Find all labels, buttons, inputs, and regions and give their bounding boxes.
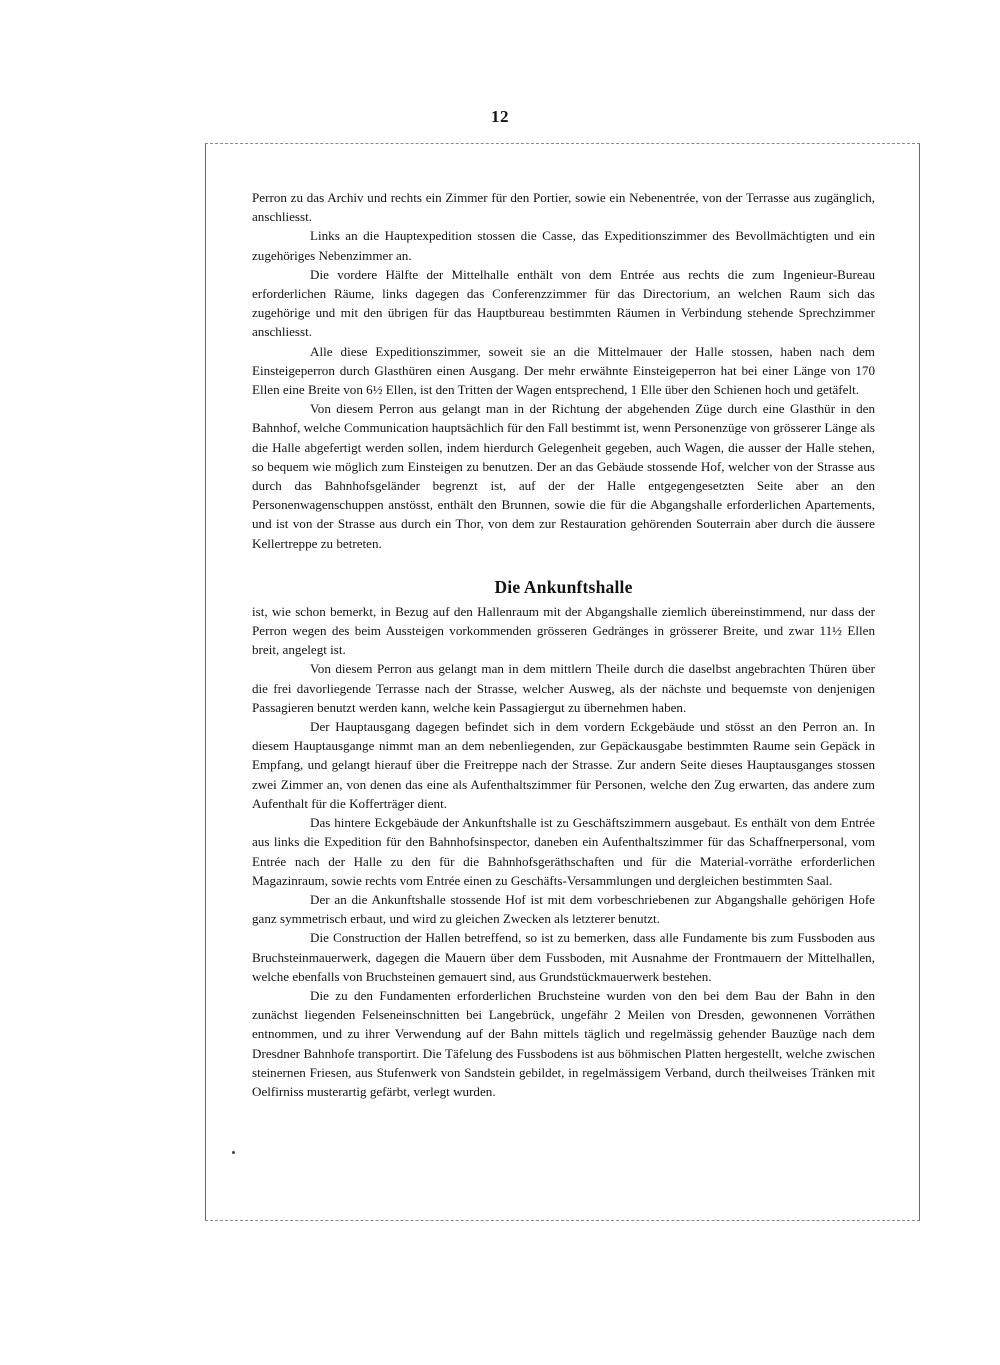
paragraph: Von diesem Perron aus gelangt man in der Richtung der abgehenden Züge durch eine Glasthür in den Bahnhof, welche Communication hauptsächlich für den Fall bestimmt ist, wenn Personenzüge von grösserer Länge als die Halle abgefertigt werden sollen, indem hierdurch Gelegenheit gegeben, auch Wagen, die ausser der Halle stehen, so bequem wie möglich zum Einsteigen zu benutzen. Der an das Gebäude stossende Hof, welcher von der Strasse aus durch das Bahnhofsgeländer begrenzt ist, auf der der Halle entgegengesetzten Seite aber an den Personenwagenschuppen anstösst, enthält den Brunnen, sowie die für die Abgangshalle erforderlichen Apartements, und ist von der Strasse aus durch ein Thor, von dem zur Restauration gehörenden Souterrain aber durch die äussere Kellertreppe zu betreten. xyxy=(252,401,875,551)
paragraph: Alle diese Expeditionszimmer, soweit sie an die Mittelmauer der Halle stossen, haben nach dem Einsteigeperron durch Glasthüren einen Ausgang. Der mehr erwähnte Einsteigeperron hat bei einer Länge von 170 Ellen eine Breite von 6½ Ellen, ist den Tritten der Wagen entsprechend, 1 Elle über den Schienen hoch und getäfelt. xyxy=(252,343,875,398)
paragraph: Die Construction der Hallen betreffend, so ist zu bemerken, dass alle Fundamente bis zum Fussboden aus Bruchsteinmauerwerk, dagegen die Mauern über dem Fussboden, mit Ausnahme der Frontmauern der Mittelhallen, welche ebenfalls von Bruchsteinen gemauert sind, aus Grundstückmauerwerk bestehen. xyxy=(252,930,875,984)
paragraph: Der an die Ankunftshalle stossende Hof ist mit dem vorbeschriebenen zur Abgangshalle gehörigen Hofe ganz symmetrisch erbaut, und wird zu gleichen Zwecken als letzterer benutzt. xyxy=(252,891,875,927)
paragraph: ist, wie schon bemerkt, in Bezug auf den Hallenraum mit der Abgangshalle ziemlich übereinstimmend, nur dass der Perron wegen des beim Aussteigen vorkommenden grösseren Gedränges in grösserer Breite, und zwar 11½ Ellen breit, angelegt ist. xyxy=(252,603,875,658)
paragraph: Die zu den Fundamenten erforderlichen Bruchsteine wurden von den bei dem Bau der Bahn in den zunächst liegenden Felseneinschnitten bei Langebrück, ungefähr 2 Meilen von Dresden, gewonnenen Vorräthen entnommen, und zu ihrer Verwendung auf der Bahn mittels täglich und regelmässig gehender Bauzüge nach dem Dresdner Bahnhofe transportirt. Die Täfelung des Fussbodens ist aus böhmischen Platten hergestellt, welche zwischen steinernen Friesen, aus Stufenwerk von Sandstein gebildet, in regelmässigem Verband, durch theilweises Tränken mit Oelfirniss musterartig gefärbt, verlegt wurden. xyxy=(252,987,875,1099)
paragraph: Der Hauptausgang dagegen befindet sich in dem vordern Eckgebäude und stösst an den Perron an. In diesem Hauptausgange nimmt man an dem nebenliegenden, zur Gepäckausgabe bestimmten Raume sein Gepäck in Empfang, und gelangt hierauf über die Freitreppe nach der Strasse. Zur andern Seite dieses Hauptausganges stossen zwei Zimmer an, von denen das eine als Aufenthaltszimmer für Personen, welche den Zug erwarten, das andere zum Aufenthalt für die Kofferträger dient. xyxy=(252,719,875,811)
paragraph: Links an die Hauptexpedition stossen die Casse, das Expeditionszimmer des Bevollmächtigten und ein zugehöriges Nebenzimmer an. xyxy=(252,228,875,263)
section-heading: Die Ankunftshalle xyxy=(494,576,633,597)
page-number: 12 xyxy=(491,107,509,126)
margin-dot xyxy=(232,1151,235,1154)
paragraph: Von diesem Perron aus gelangt man in dem mittlern Theile durch die daselbst angebrachten Thüren über die frei davorliegende Terrasse nach der Strasse, welcher Ausweg, als der nächste und bequemste von denjenigen Passagieren benutzt werden kann, welche kein Passagiergut zu übernehmen haben. xyxy=(252,661,875,715)
body-text xyxy=(252,188,875,1101)
paragraph: Perron zu das Archiv und rechts ein Zimmer für den Portier, sowie ein Nebenentrée, von der Terrasse aus zugänglich, anschliesst. xyxy=(252,190,875,225)
paragraph: Die vordere Hälfte der Mittelhalle enthält von dem Entrée aus rechts die zum Ingenieur-Bureau erforderlichen Räume, links dagegen das Conferenzzimmer für das Directorium, an welchen Raum sich das zugehörige und mit den übrigen für das Hauptbureau bestimmten Räumen in Verbindung stehende Sprechzimmer anschliesst. xyxy=(252,266,875,340)
paragraph: Das hintere Eckgebäude der Ankunftshalle ist zu Geschäftszimmern ausgebaut. Es enthält von dem Entrée aus links die Expedition für den Bahnhofsinspector, daneben ein Aufenthaltszimmer für das Schaffnerpersonal, vom Entrée nach der Halle zu den für die Bahnhofsgeräthschaften und für die Material-vorräthe erforderlichen Magazinraum, sowie rechts vom Entrée einen zu Geschäfts-Versammlungen und dergleichen bestimmten Saal. xyxy=(252,815,875,888)
